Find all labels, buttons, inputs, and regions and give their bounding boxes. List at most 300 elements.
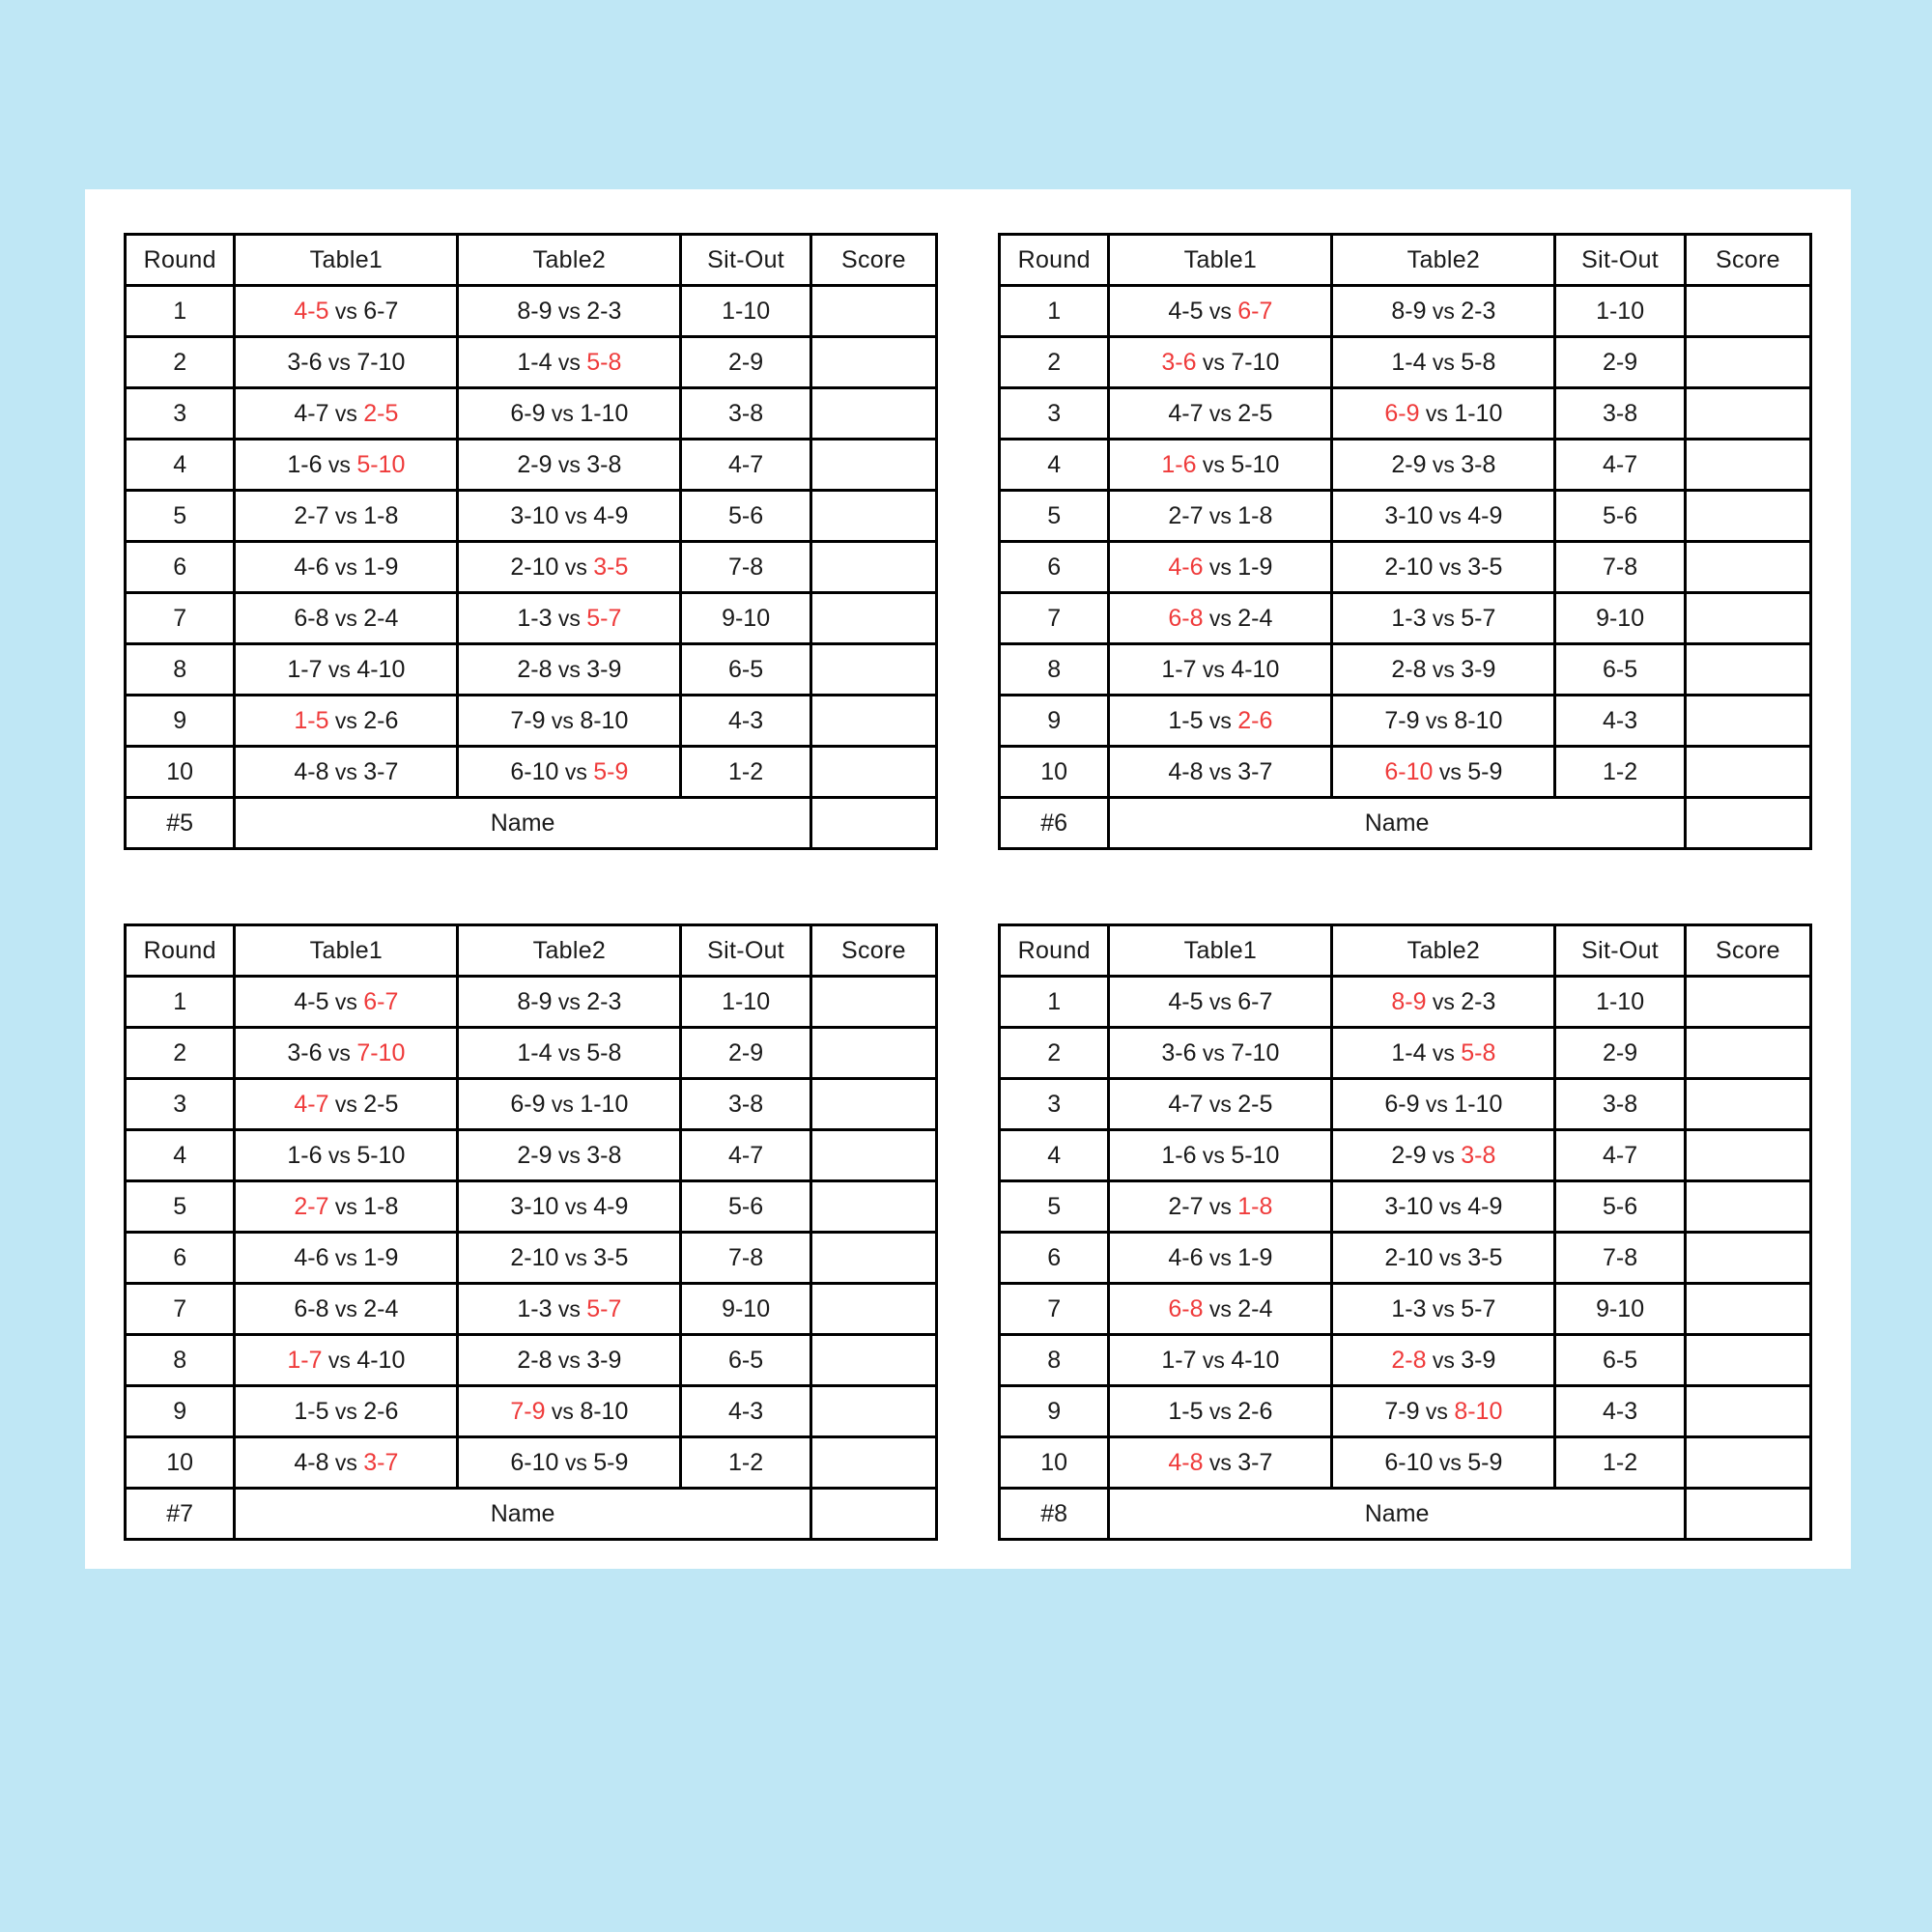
- round-number: 1: [126, 977, 235, 1028]
- table2-matchup-right: 3-9: [586, 655, 622, 683]
- round-number: 10: [1000, 1437, 1109, 1489]
- table2-matchup-left: 2-9: [1391, 450, 1427, 478]
- table1-matchup: [1109, 696, 1332, 747]
- table1-matchup-left: 1-6: [1161, 1141, 1197, 1169]
- table-row: [1000, 1437, 1811, 1489]
- score-input-cell[interactable]: [1685, 1028, 1810, 1079]
- score-input-cell[interactable]: [1685, 696, 1810, 747]
- table1-matchup: [235, 1437, 458, 1489]
- table1-matchup-vs: vs: [1203, 758, 1238, 784]
- sitout-pair: 2-9: [681, 1028, 810, 1079]
- table2-matchup-left: 7-9: [1384, 706, 1420, 734]
- score-input-cell[interactable]: [1685, 1386, 1810, 1437]
- table1-matchup-left: 1-7: [287, 655, 323, 683]
- table1-matchup: [1109, 337, 1332, 388]
- table-row: [126, 1028, 937, 1079]
- table1-matchup-left: 3-6: [1161, 1038, 1197, 1066]
- sitout-pair: 2-9: [681, 337, 810, 388]
- round-number: 7: [126, 1284, 235, 1335]
- table-header-row: [126, 235, 937, 286]
- table1-matchup-right: 3-7: [1237, 1448, 1273, 1476]
- score-input-cell[interactable]: [1685, 747, 1810, 798]
- column-header-sitout: Sit-Out: [1555, 235, 1685, 286]
- table2-matchup-vs: vs: [1426, 605, 1462, 631]
- table2-matchup-left: 6-9: [1384, 399, 1420, 427]
- table2-matchup-vs: vs: [1433, 1449, 1468, 1475]
- table1-matchup-right: 1-9: [1237, 553, 1273, 581]
- table2-matchup: [458, 1335, 681, 1386]
- sitout-pair: 1-10: [681, 286, 810, 337]
- table1-matchup-vs: vs: [328, 298, 364, 324]
- round-number: 9: [1000, 696, 1109, 747]
- table2-matchup-left: 2-9: [517, 450, 553, 478]
- score-input-cell[interactable]: [810, 1284, 936, 1335]
- sitout-pair: 9-10: [681, 1284, 810, 1335]
- table1-matchup: [235, 542, 458, 593]
- table1-matchup-vs: vs: [1203, 1193, 1238, 1219]
- schedule-table: [998, 923, 1812, 1541]
- table2-matchup-left: 2-8: [517, 655, 553, 683]
- table-row: [1000, 747, 1811, 798]
- table1-matchup: [1109, 440, 1332, 491]
- table-row: [1000, 1386, 1811, 1437]
- table1-matchup-right: 1-8: [1237, 1192, 1273, 1220]
- table-row: [1000, 1284, 1811, 1335]
- column-header-table2: Table2: [458, 925, 681, 977]
- table2-matchup-vs: vs: [1426, 349, 1462, 375]
- table1-matchup-vs: vs: [1203, 400, 1238, 426]
- table2-matchup-right: 5-9: [593, 1448, 629, 1476]
- score-input-cell[interactable]: [1685, 1130, 1810, 1181]
- table1-matchup-left: 4-7: [294, 399, 329, 427]
- table-row: [1000, 1028, 1811, 1079]
- table1-matchup-left: 3-6: [287, 1038, 323, 1066]
- table1-matchup-right: 2-6: [363, 1397, 399, 1425]
- table2-matchup-vs: vs: [558, 502, 594, 528]
- table1-matchup-vs: vs: [328, 1449, 364, 1475]
- table2-matchup: [1332, 1437, 1555, 1489]
- card-number-label: #7: [126, 1489, 235, 1540]
- sitout-pair: 4-7: [681, 440, 810, 491]
- table-row: [126, 593, 937, 644]
- sitout-pair: 2-9: [1555, 337, 1685, 388]
- table2-matchup-vs: vs: [1433, 1244, 1468, 1270]
- score-input-cell[interactable]: [1685, 491, 1810, 542]
- table2-matchup: [458, 440, 681, 491]
- round-number: 8: [1000, 644, 1109, 696]
- table1-matchup-right: 1-9: [1237, 1243, 1273, 1271]
- table1-matchup-vs: vs: [1196, 349, 1232, 375]
- name-field[interactable]: Name: [1109, 798, 1685, 849]
- table2-matchup-vs: vs: [1433, 502, 1468, 528]
- column-header-table1: Table1: [1109, 235, 1332, 286]
- table2-matchup: [1332, 747, 1555, 798]
- score-input-cell[interactable]: [1685, 1284, 1810, 1335]
- score-input-cell[interactable]: [810, 1386, 936, 1437]
- name-row: [1000, 798, 1811, 849]
- table2-matchup-left: 2-8: [1391, 655, 1427, 683]
- sitout-pair: 3-8: [681, 1079, 810, 1130]
- table1-matchup-vs: vs: [328, 707, 364, 733]
- table2-matchup-left: 3-10: [1384, 501, 1434, 529]
- score-input-cell[interactable]: [1685, 644, 1810, 696]
- score-input-cell[interactable]: [810, 337, 936, 388]
- score-input-cell[interactable]: [810, 747, 936, 798]
- round-number: 7: [126, 593, 235, 644]
- table1-matchup-vs: vs: [328, 400, 364, 426]
- table1-matchup-left: 4-6: [1168, 1243, 1204, 1271]
- table1-matchup: [1109, 747, 1332, 798]
- table-row: [1000, 1079, 1811, 1130]
- score-input-cell[interactable]: [1685, 388, 1810, 440]
- table2-matchup-right: 4-9: [593, 1192, 629, 1220]
- column-header-round: Round: [126, 235, 235, 286]
- table1-matchup-vs: vs: [322, 451, 357, 477]
- table2-matchup: [458, 491, 681, 542]
- round-number: 2: [1000, 1028, 1109, 1079]
- sitout-pair: 5-6: [1555, 1181, 1685, 1233]
- score-input-cell[interactable]: [810, 1028, 936, 1079]
- table1-matchup: [1109, 1130, 1332, 1181]
- table-row: [126, 977, 937, 1028]
- table2-matchup-vs: vs: [1426, 1039, 1462, 1065]
- sitout-pair: 6-5: [681, 1335, 810, 1386]
- score-input-cell[interactable]: [810, 977, 936, 1028]
- table-row: [126, 1437, 937, 1489]
- sitout-pair: 3-8: [1555, 388, 1685, 440]
- table2-matchup-right: 5-9: [593, 757, 629, 785]
- score-input-cell[interactable]: [810, 286, 936, 337]
- table1-matchup: [1109, 1437, 1332, 1489]
- table2-matchup-left: 2-8: [517, 1346, 553, 1374]
- round-number: 4: [1000, 440, 1109, 491]
- table2-matchup-right: 5-7: [1461, 604, 1496, 632]
- table2-matchup: [458, 1284, 681, 1335]
- table2-matchup-left: 8-9: [1391, 297, 1427, 325]
- sitout-pair: 7-8: [1555, 542, 1685, 593]
- score-input-cell[interactable]: [1685, 1181, 1810, 1233]
- table1-matchup-right: 1-8: [1237, 501, 1273, 529]
- schedule-table: [124, 233, 938, 850]
- column-header-table1: Table1: [235, 235, 458, 286]
- table2-matchup-right: 2-3: [1461, 987, 1496, 1015]
- score-input-cell[interactable]: [810, 593, 936, 644]
- table2-matchup: [458, 1028, 681, 1079]
- column-header-score: Score: [1685, 925, 1810, 977]
- table2-matchup: [1332, 388, 1555, 440]
- table1-matchup-right: 6-7: [1237, 987, 1273, 1015]
- table2-matchup-right: 5-8: [1461, 1038, 1496, 1066]
- table2-matchup: [458, 1437, 681, 1489]
- sitout-pair: 3-8: [681, 388, 810, 440]
- table2-matchup: [458, 747, 681, 798]
- table2-matchup-vs: vs: [552, 1347, 587, 1373]
- table2-matchup-vs: vs: [1433, 1193, 1468, 1219]
- table1-matchup-vs: vs: [1203, 1449, 1238, 1475]
- table1-matchup-left: 1-6: [287, 1141, 323, 1169]
- table1-matchup: [235, 337, 458, 388]
- table2-matchup-vs: vs: [1433, 758, 1468, 784]
- table1-matchup-right: 3-7: [363, 757, 399, 785]
- table1-matchup: [1109, 1335, 1332, 1386]
- table1-matchup-right: 2-6: [1237, 706, 1273, 734]
- round-number: 9: [126, 696, 235, 747]
- sitout-pair: 3-8: [1555, 1079, 1685, 1130]
- table1-matchup-left: 4-7: [294, 1090, 329, 1118]
- table2-matchup-left: 3-10: [510, 1192, 559, 1220]
- table2-matchup-vs: vs: [545, 707, 581, 733]
- column-header-round: Round: [126, 925, 235, 977]
- table2-matchup-vs: vs: [552, 451, 587, 477]
- schedule-card-grid: [85, 189, 1851, 1569]
- score-input-cell[interactable]: [1685, 1079, 1810, 1130]
- table1-matchup: [235, 1181, 458, 1233]
- table1-matchup-right: 2-4: [1237, 604, 1273, 632]
- table1-matchup-left: 4-6: [1168, 553, 1204, 581]
- score-input-cell[interactable]: [1685, 286, 1810, 337]
- table1-matchup-right: 5-10: [356, 450, 406, 478]
- table1-matchup-vs: vs: [328, 1295, 364, 1321]
- table2-matchup: [458, 286, 681, 337]
- sitout-pair: 1-10: [681, 977, 810, 1028]
- score-input-cell[interactable]: [810, 1079, 936, 1130]
- table-row: [126, 696, 937, 747]
- table1-matchup-left: 1-6: [1161, 450, 1197, 478]
- score-input-cell[interactable]: [810, 1437, 936, 1489]
- round-number: 10: [126, 747, 235, 798]
- score-input-cell[interactable]: [1685, 440, 1810, 491]
- table-row: [126, 1335, 937, 1386]
- table1-matchup-right: 2-6: [363, 706, 399, 734]
- table2-matchup-left: 2-9: [517, 1141, 553, 1169]
- table-row: [1000, 1181, 1811, 1233]
- table-row: [126, 491, 937, 542]
- table2-matchup: [458, 1079, 681, 1130]
- table2-matchup-vs: vs: [552, 1039, 587, 1065]
- table2-matchup-left: 1-3: [1391, 604, 1427, 632]
- table-header-row: [1000, 235, 1811, 286]
- round-number: 8: [1000, 1335, 1109, 1386]
- table2-matchup: [1332, 696, 1555, 747]
- table2-matchup-right: 1-10: [1454, 1090, 1503, 1118]
- score-input-cell[interactable]: [810, 1233, 936, 1284]
- total-score-cell[interactable]: [810, 798, 936, 849]
- table1-matchup-right: 5-10: [1231, 1141, 1280, 1169]
- table1-matchup: [1109, 644, 1332, 696]
- table1-matchup-vs: vs: [1196, 1142, 1232, 1168]
- sitout-pair: 4-7: [1555, 1130, 1685, 1181]
- table2-matchup-right: 3-8: [1461, 1141, 1496, 1169]
- table1-matchup: [235, 388, 458, 440]
- table-row: [1000, 1130, 1811, 1181]
- table-row: [126, 542, 937, 593]
- table2-matchup: [458, 337, 681, 388]
- table1-matchup-left: 6-8: [1168, 604, 1204, 632]
- table-row: [126, 1386, 937, 1437]
- sitout-pair: 5-6: [681, 1181, 810, 1233]
- table2-matchup: [458, 388, 681, 440]
- table2-matchup-left: 6-10: [510, 757, 559, 785]
- score-input-cell[interactable]: [810, 644, 936, 696]
- sitout-pair: 6-5: [1555, 1335, 1685, 1386]
- round-number: 5: [126, 491, 235, 542]
- round-number: 5: [1000, 1181, 1109, 1233]
- score-input-cell[interactable]: [1685, 593, 1810, 644]
- table1-matchup-vs: vs: [328, 502, 364, 528]
- table2-matchup-vs: vs: [1426, 1295, 1462, 1321]
- table1-matchup-vs: vs: [328, 758, 364, 784]
- table2-matchup-vs: vs: [1419, 707, 1455, 733]
- table1-matchup-vs: vs: [1203, 1295, 1238, 1321]
- sitout-pair: 9-10: [1555, 1284, 1685, 1335]
- table-row: [1000, 491, 1811, 542]
- round-number: 3: [126, 1079, 235, 1130]
- table2-matchup-right: 3-5: [1467, 1243, 1503, 1271]
- score-input-cell[interactable]: [1685, 1335, 1810, 1386]
- table2-matchup-right: 5-8: [586, 1038, 622, 1066]
- round-number: 8: [126, 1335, 235, 1386]
- table-row: [126, 747, 937, 798]
- score-input-cell[interactable]: [810, 1130, 936, 1181]
- score-input-cell[interactable]: [810, 491, 936, 542]
- table1-matchup-left: 4-8: [1168, 757, 1204, 785]
- table-row: [1000, 696, 1811, 747]
- table2-matchup-left: 6-10: [1384, 757, 1434, 785]
- table1-matchup: [1109, 286, 1332, 337]
- column-header-table2: Table2: [1332, 235, 1555, 286]
- table2-matchup-left: 6-10: [1384, 1448, 1434, 1476]
- table2-matchup-vs: vs: [552, 605, 587, 631]
- sitout-pair: 7-8: [681, 542, 810, 593]
- sitout-pair: 6-5: [1555, 644, 1685, 696]
- table2-matchup-right: 2-3: [586, 297, 622, 325]
- name-row: [126, 1489, 937, 1540]
- table-row: [1000, 337, 1811, 388]
- table2-matchup: [1332, 337, 1555, 388]
- name-field[interactable]: Name: [235, 798, 810, 849]
- score-input-cell[interactable]: [810, 1181, 936, 1233]
- score-input-cell[interactable]: [1685, 337, 1810, 388]
- table2-matchup-left: 1-4: [517, 1038, 553, 1066]
- total-score-cell[interactable]: [810, 1489, 936, 1540]
- name-field[interactable]: Name: [1109, 1489, 1685, 1540]
- table2-matchup: [1332, 491, 1555, 542]
- table2-matchup-left: 1-4: [517, 348, 553, 376]
- table-row: [1000, 593, 1811, 644]
- table-row: [1000, 542, 1811, 593]
- total-score-cell[interactable]: [1685, 1489, 1810, 1540]
- score-input-cell[interactable]: [1685, 1437, 1810, 1489]
- table2-matchup-right: 5-7: [1461, 1294, 1496, 1322]
- table1-matchup: [235, 1335, 458, 1386]
- table2-matchup-right: 8-10: [1454, 706, 1503, 734]
- round-number: 2: [126, 337, 235, 388]
- table2-matchup-vs: vs: [1426, 988, 1462, 1014]
- round-number: 6: [1000, 1233, 1109, 1284]
- table2-matchup: [1332, 1181, 1555, 1233]
- table2-matchup-right: 3-9: [1461, 655, 1496, 683]
- sitout-pair: 6-5: [681, 644, 810, 696]
- column-header-score: Score: [810, 925, 936, 977]
- table1-matchup-right: 6-7: [363, 987, 399, 1015]
- round-number: 10: [1000, 747, 1109, 798]
- table2-matchup-vs: vs: [558, 758, 594, 784]
- card-number-label: #8: [1000, 1489, 1109, 1540]
- table1-matchup-vs: vs: [328, 1091, 364, 1117]
- table2-matchup: [1332, 1079, 1555, 1130]
- table2-matchup-right: 4-9: [1467, 1192, 1503, 1220]
- total-score-cell[interactable]: [1685, 798, 1810, 849]
- table2-matchup-left: 7-9: [510, 1397, 546, 1425]
- table2-matchup-vs: vs: [1433, 554, 1468, 580]
- table1-matchup-right: 6-7: [363, 297, 399, 325]
- score-input-cell[interactable]: [1685, 977, 1810, 1028]
- score-input-cell[interactable]: [810, 440, 936, 491]
- table1-matchup-vs: vs: [328, 1193, 364, 1219]
- table2-matchup-left: 1-4: [1391, 348, 1427, 376]
- table1-matchup: [1109, 1386, 1332, 1437]
- sitout-pair: 1-2: [681, 1437, 810, 1489]
- table2-matchup: [458, 1386, 681, 1437]
- table2-matchup-vs: vs: [558, 1449, 594, 1475]
- table1-matchup: [1109, 593, 1332, 644]
- table2-matchup-right: 5-9: [1467, 757, 1503, 785]
- table1-matchup-left: 4-5: [1168, 987, 1204, 1015]
- score-input-cell[interactable]: [810, 1335, 936, 1386]
- table2-matchup-right: 5-7: [586, 1294, 622, 1322]
- column-header-score: Score: [1685, 235, 1810, 286]
- table2-matchup: [458, 977, 681, 1028]
- column-header-table2: Table2: [1332, 925, 1555, 977]
- table2-matchup-right: 3-5: [593, 1243, 629, 1271]
- table1-matchup-left: 1-7: [1161, 1346, 1197, 1374]
- sitout-pair: 4-3: [681, 1386, 810, 1437]
- table2-matchup-left: 2-9: [1391, 1141, 1427, 1169]
- score-input-cell[interactable]: [810, 696, 936, 747]
- table1-matchup-vs: vs: [1203, 1091, 1238, 1117]
- table2-matchup-right: 2-3: [586, 987, 622, 1015]
- table1-matchup: [235, 593, 458, 644]
- round-number: 10: [126, 1437, 235, 1489]
- score-input-cell[interactable]: [1685, 1233, 1810, 1284]
- table-row: [126, 1181, 937, 1233]
- score-input-cell[interactable]: [810, 388, 936, 440]
- sitout-pair: 1-10: [1555, 286, 1685, 337]
- column-header-round: Round: [1000, 925, 1109, 977]
- table1-matchup-vs: vs: [322, 1039, 357, 1065]
- score-input-cell[interactable]: [1685, 542, 1810, 593]
- table-row: [126, 1130, 937, 1181]
- table2-matchup-right: 3-8: [1461, 450, 1496, 478]
- round-number: 4: [126, 440, 235, 491]
- sitout-pair: 5-6: [1555, 491, 1685, 542]
- round-number: 2: [126, 1028, 235, 1079]
- table2-matchup: [458, 644, 681, 696]
- sitout-pair: 4-3: [1555, 696, 1685, 747]
- table2-matchup: [458, 1130, 681, 1181]
- name-field[interactable]: Name: [235, 1489, 810, 1540]
- round-number: 1: [126, 286, 235, 337]
- table1-matchup-left: 2-7: [294, 501, 329, 529]
- table1-matchup: [235, 491, 458, 542]
- round-number: 4: [1000, 1130, 1109, 1181]
- table1-matchup-right: 7-10: [356, 348, 406, 376]
- table2-matchup-left: 2-10: [1384, 1243, 1434, 1271]
- round-number: 3: [1000, 1079, 1109, 1130]
- table2-matchup: [1332, 1028, 1555, 1079]
- table2-matchup-vs: vs: [552, 298, 587, 324]
- score-input-cell[interactable]: [810, 542, 936, 593]
